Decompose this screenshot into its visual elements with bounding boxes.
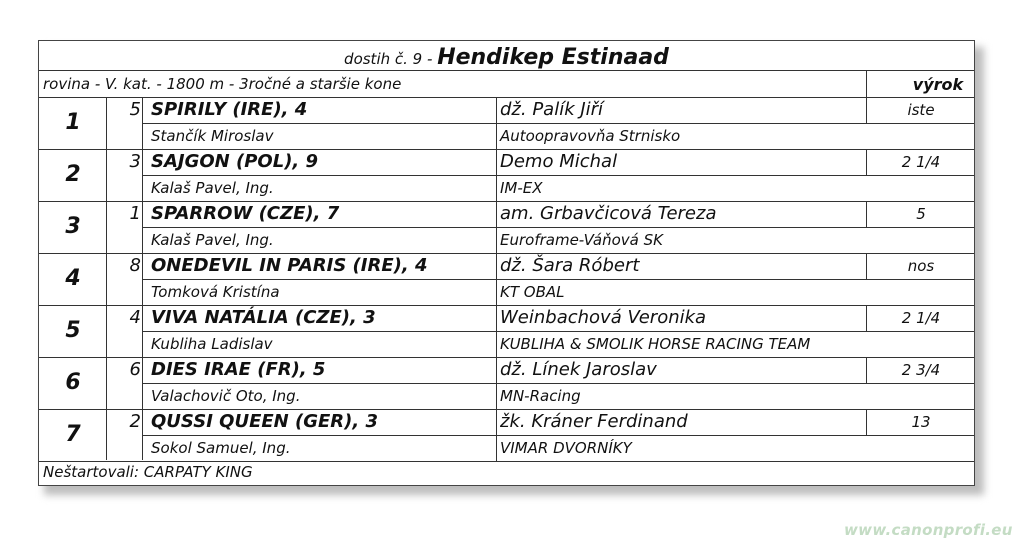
finish-place: 4 [65, 266, 81, 291]
trainer-name: Sokol Samuel, Ing. [151, 439, 291, 457]
divider [866, 409, 867, 435]
divider [866, 201, 867, 227]
divider [106, 97, 107, 460]
saddle-number: 4 [129, 307, 141, 328]
divider [496, 409, 497, 461]
saddle-number: 8 [129, 255, 141, 276]
divider [496, 357, 497, 409]
horse-name: SAJGON (POL), 9 [151, 151, 319, 172]
horse-name: VIVA NATÁLIA (CZE), 3 [151, 307, 376, 328]
jockey-name: dž. Šara Róbert [500, 255, 640, 276]
divider [866, 149, 867, 175]
race-result-card [38, 40, 975, 486]
finish-place: 5 [65, 318, 81, 343]
divider [142, 279, 974, 280]
saddle-number: 3 [129, 151, 141, 172]
jockey-name: Demo Michal [500, 151, 618, 172]
divider [39, 149, 974, 150]
trainer-name: Kalaš Pavel, Ing. [151, 231, 274, 249]
trainer-name: Valachovič Oto, Ing. [151, 387, 301, 405]
divider [142, 331, 974, 332]
trainer-name: Stančík Miroslav [151, 127, 274, 145]
finish-margin: 13 [911, 413, 931, 431]
divider [142, 383, 974, 384]
horse-name: SPARROW (CZE), 7 [151, 203, 340, 224]
divider [142, 435, 974, 436]
owner-name: VIMAR DVORNÍKY [500, 439, 632, 457]
divider [39, 357, 974, 358]
divider [496, 305, 497, 357]
horse-name: ONEDEVIL IN PARIS (IRE), 4 [151, 255, 428, 276]
owner-name: Autoopravovňa Strnisko [500, 127, 681, 145]
finish-margin: 2 3/4 [901, 361, 941, 379]
finish-margin: 2 1/4 [901, 153, 941, 171]
divider [866, 357, 867, 383]
horse-name: SPIRILY (IRE), 4 [151, 99, 308, 120]
divider [39, 253, 974, 254]
horse-name: DIES IRAE (FR), 5 [151, 359, 326, 380]
race-number: dostih č. 9 - [344, 50, 433, 68]
trainer-name: Kubliha Ladislav [151, 335, 273, 353]
saddle-number: 1 [129, 203, 141, 224]
finish-place: 1 [65, 110, 81, 135]
divider [866, 305, 867, 331]
trainer-name: Kalaš Pavel, Ing. [151, 179, 274, 197]
owner-name: MN-Racing [500, 387, 581, 405]
saddle-number: 2 [129, 411, 141, 432]
owner-name: Euroframe-Váňová SK [500, 231, 663, 249]
divider [866, 253, 867, 279]
divider [496, 253, 497, 305]
divider [496, 201, 497, 253]
race-name: Hendikep Estinaad [437, 45, 669, 70]
owner-name: IM-EX [500, 179, 543, 197]
jockey-name: Weinbachová Veronika [500, 307, 707, 328]
divider [39, 409, 974, 410]
saddle-number: 5 [129, 99, 141, 120]
divider [39, 305, 974, 306]
finish-margin: nos [907, 257, 935, 275]
finish-place: 6 [65, 370, 81, 395]
finish-margin: 5 [916, 205, 926, 223]
divider [142, 97, 143, 460]
saddle-number: 6 [129, 359, 141, 380]
owner-name: KT OBAL [500, 283, 565, 301]
trainer-name: Tomková Kristína [151, 283, 280, 301]
divider [39, 97, 974, 98]
divider [496, 149, 497, 201]
jockey-name: žk. Kráner Ferdinand [500, 411, 688, 432]
owner-name: KUBLIHA & SMOLIK HORSE RACING TEAM [500, 335, 811, 353]
finish-margin: iste [907, 101, 935, 119]
finish-place: 3 [65, 214, 81, 239]
margin-header: výrok [912, 75, 964, 94]
jockey-name: am. Grbavčicová Tereza [500, 203, 717, 224]
divider [39, 461, 974, 462]
divider [866, 70, 867, 97]
divider [496, 97, 497, 149]
divider [142, 175, 974, 176]
divider [39, 201, 974, 202]
non-starters: Neštartovali: CARPATY KING [43, 463, 253, 481]
jockey-name: dž. Palík Jiří [500, 99, 604, 120]
divider [866, 97, 867, 123]
race-conditions: rovina - V. kat. - 1800 m - 3ročné a staršie kone [43, 75, 402, 93]
horse-name: QUSSI QUEEN (GER), 3 [151, 411, 379, 432]
finish-place: 7 [65, 422, 81, 447]
finish-place: 2 [65, 162, 81, 187]
watermark: www.canonprofi.eu [844, 521, 1013, 539]
divider [39, 70, 974, 71]
divider [142, 227, 974, 228]
race-title [39, 47, 974, 69]
finish-margin: 2 1/4 [901, 309, 941, 327]
divider [142, 123, 974, 124]
jockey-name: dž. Línek Jaroslav [500, 359, 657, 380]
